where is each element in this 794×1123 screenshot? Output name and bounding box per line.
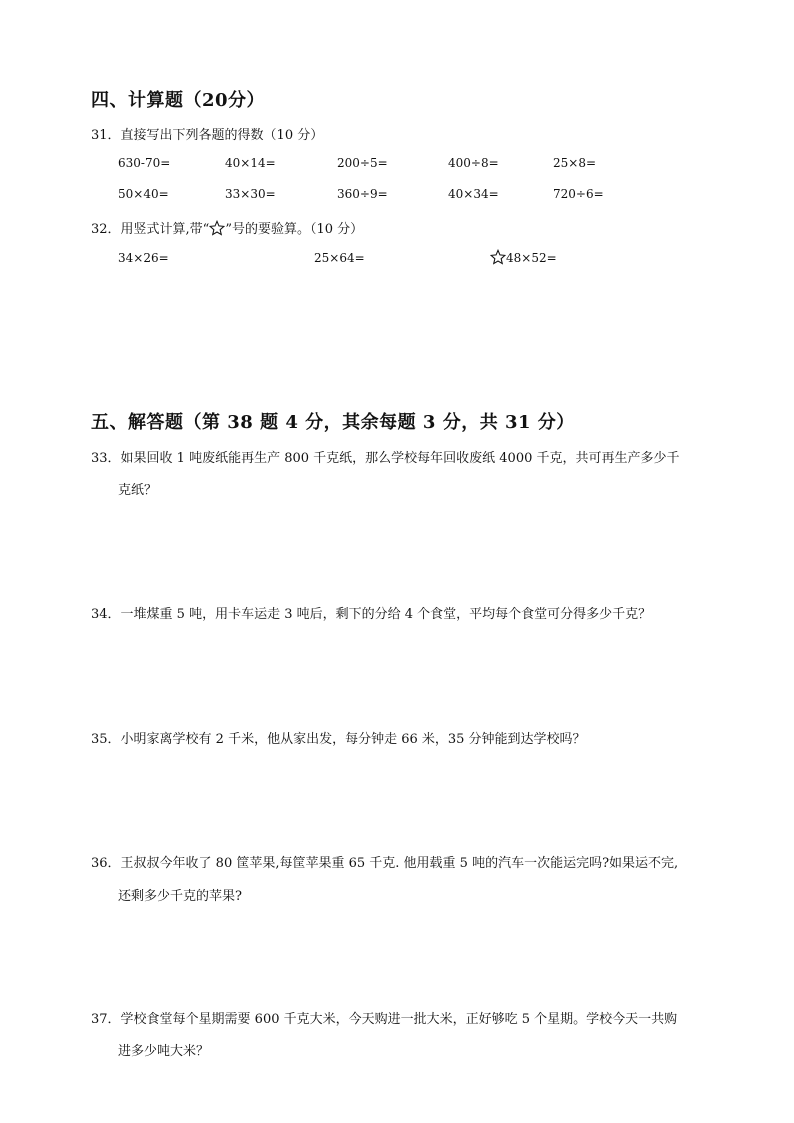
calc-item: 40×14= <box>225 156 276 170</box>
calc-item: 720÷6= <box>553 187 604 201</box>
question-31-prompt: 31．直接写出下列各题的得数（10 分） <box>91 128 324 143</box>
question-36-line-1: 36．王叔叔今年收了 80 筐苹果,每筐苹果重 65 千克. 他用载重 5 吨的汽车一次能运完吗?如果运不完, <box>91 856 679 871</box>
question-32-text-a: 32．用竖式计算,带“ <box>91 222 210 237</box>
calc-item: 33×30= <box>225 187 276 201</box>
question-33-line-2: 克纸？ <box>118 483 158 498</box>
vertical-calc-item: 34×26= <box>118 251 169 265</box>
vertical-calc-text: 48×52= <box>506 251 557 265</box>
star-outline-icon <box>209 220 225 236</box>
calc-item: 630-70= <box>118 156 171 170</box>
calc-item: 50×40= <box>118 187 169 201</box>
vertical-calc-item: 25×64= <box>314 251 365 265</box>
question-32-prompt <box>91 218 363 237</box>
question-37-line-2: 进多少吨大米？ <box>118 1044 210 1059</box>
vertical-calc-item-starred <box>490 249 557 265</box>
calc-item: 360÷9= <box>337 187 388 201</box>
calc-item: 400÷8= <box>448 156 499 170</box>
section-four-heading: 四、计算题（20分） <box>91 90 266 111</box>
section-five-heading: 五、解答题（第 38 题 4 分，其余每题 3 分，共 31 分） <box>91 412 575 433</box>
calc-item: 200÷5= <box>337 156 388 170</box>
question-37-line-1: 37．学校食堂每个星期需要 600 千克大米，今天购进一批大米，正好够吃 5 个星期。学校今天一共购 <box>91 1012 678 1027</box>
star-outline-icon <box>490 249 506 265</box>
calc-item: 40×34= <box>448 187 499 201</box>
calc-item: 25×8= <box>553 156 597 170</box>
question-32-text-b: ”号的要验算。（10 分） <box>225 222 364 237</box>
question-33-line-1: 33．如果回收 1 吨废纸能再生产 800 千克纸，那么学校每年回收废纸 4000 千克，共可再生产多少千 <box>91 451 680 466</box>
question-35-line-1: 35．小明家离学校有 2 千米，他从家出发，每分钟走 66 米，35 分钟能到达学校吗？ <box>91 732 586 747</box>
question-36-line-2: 还剩多少千克的苹果? <box>118 889 242 904</box>
question-34-line-1: 34．一堆煤重 5 吨，用卡车运走 3 吨后，剩下的分给 4 个食堂，平均每个食堂可分得多少千克？ <box>91 607 652 622</box>
